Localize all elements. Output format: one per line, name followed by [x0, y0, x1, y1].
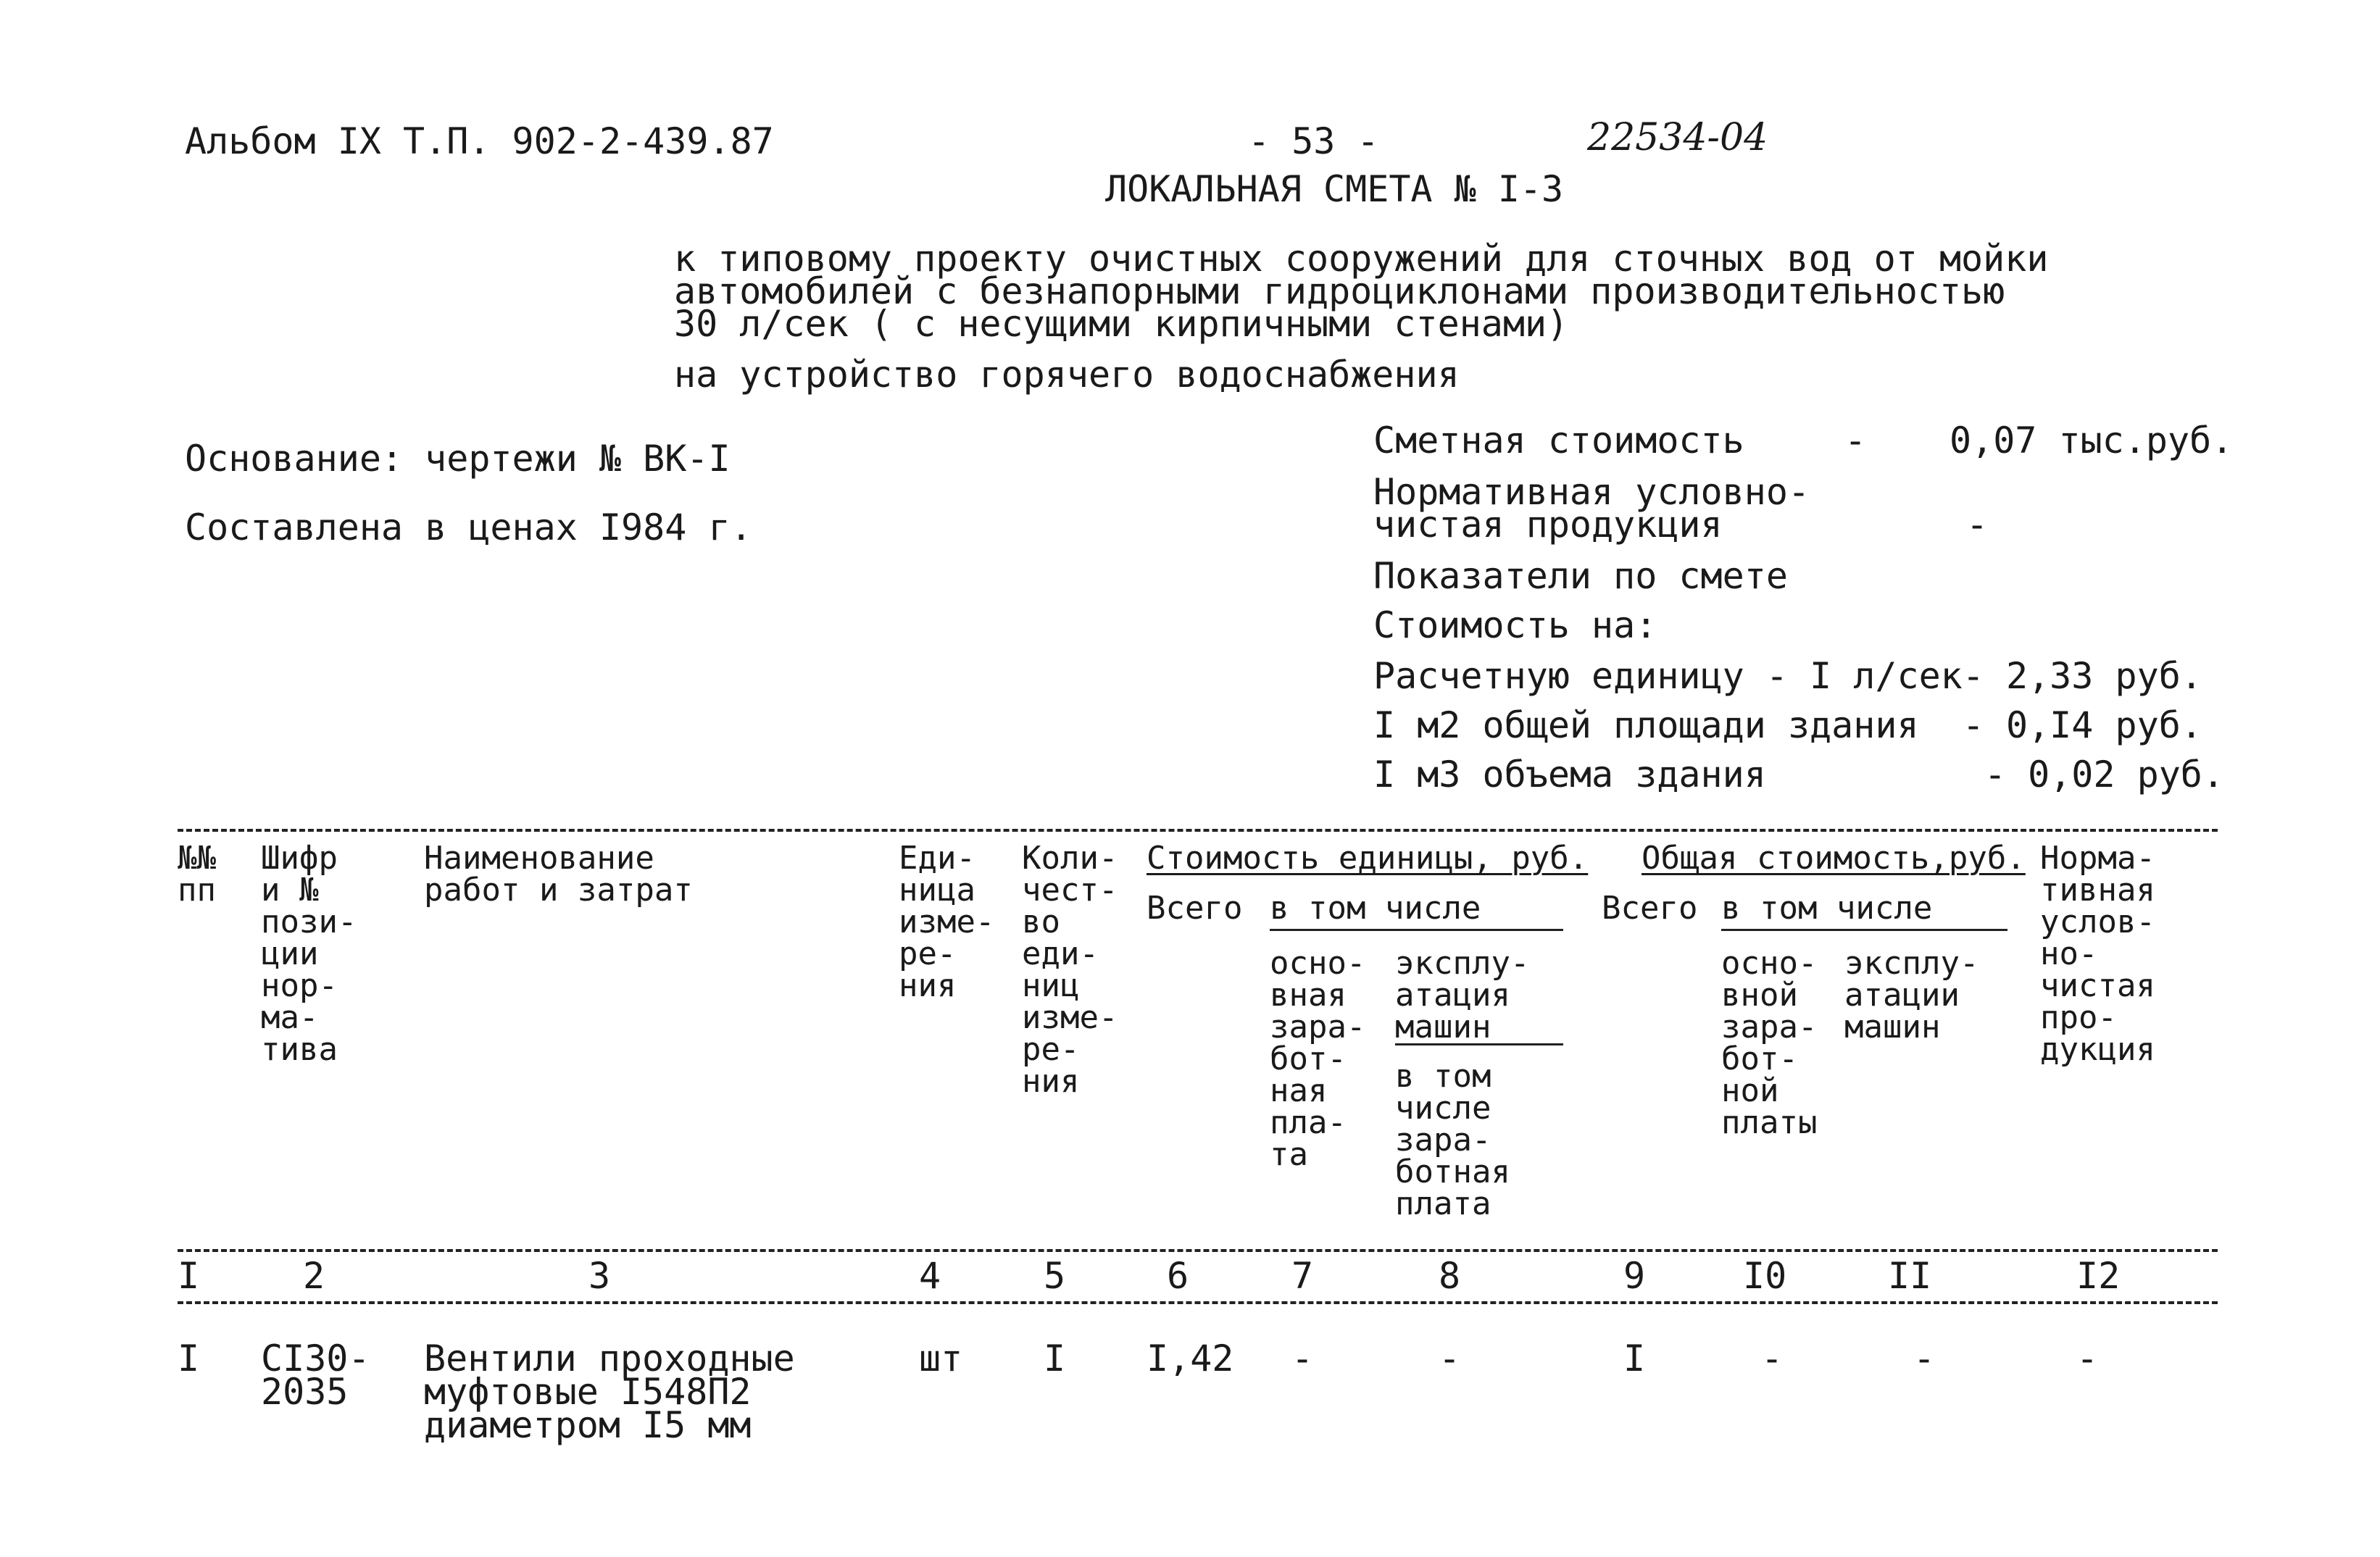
header-bottom-rule [178, 1249, 2218, 1252]
header-col-6: Всего [1147, 890, 1243, 927]
row-unit: шт [919, 1337, 963, 1379]
prices-text: Составлена в ценах I984 г. [185, 506, 752, 548]
header-col-2: Шифр и № пози- ции нор- ма- тива [261, 840, 357, 1068]
machines-rule [1395, 1043, 1563, 1045]
column-number: 8 [1439, 1255, 1461, 1297]
row-number: I [178, 1337, 200, 1379]
row-total-wage: - [1761, 1337, 1784, 1379]
area-indicator: I м2 общей площади здания - 0,I4 руб. [1373, 704, 2202, 746]
subtitle-line-3: 30 л/сек ( с несущими кирпичными стенами) [674, 303, 1569, 345]
subtitle-line-2: автомобилей с безнапорными гидроциклонами производительностью [674, 270, 2005, 312]
including-unit-rule [1270, 929, 1563, 931]
volume-indicator: I м3 объема здания - 0,02 руб. [1373, 754, 2224, 796]
row-total-machines: - [1913, 1337, 1936, 1379]
row-norm: - [2076, 1337, 2099, 1379]
header-col-4: Еди- ница изме- ре- ния [899, 840, 995, 1004]
column-number: 5 [1044, 1255, 1066, 1297]
page-number: - 53 - [1248, 120, 1379, 162]
row-unit-wage: - [1291, 1337, 1314, 1379]
subtitle-line-4: на устройство горячего водоснабжения [674, 354, 1460, 396]
column-number: I0 [1743, 1255, 1787, 1297]
header-col-9: Всего [1602, 890, 1698, 927]
including-total-rule [1721, 929, 2007, 931]
header-col-10: осно- вной зара- бот- ной платы [1721, 945, 1818, 1141]
norm-value: - [1966, 504, 1989, 546]
handwritten-code: 22534-04 [1587, 116, 1768, 159]
column-number: 2 [303, 1255, 325, 1297]
calc-unit-indicator: Расчетную единицу - I л/сек- 2,33 руб. [1373, 655, 2202, 697]
header-col-5: Коли- чест- во еди- ниц изме- ре- ния [1022, 840, 1118, 1100]
column-number: I [178, 1255, 200, 1297]
row-unit-total: I,42 [1147, 1337, 1234, 1379]
basis-text: Основание: чертежи № ВК-I [185, 438, 731, 480]
row-name: Вентили проходные муфтовые I548П2 диаметром I5 мм [424, 1337, 795, 1446]
row-unit-machines: - [1439, 1337, 1461, 1379]
header-col-12: Норма- тивная услов- но- чистая про- дукция [2040, 840, 2155, 1068]
cost-value: 0,07 тыс.руб. [1950, 419, 2234, 462]
subtitle-line-1: к типовому проекту очистных сооружений для сточных вод от мойки [674, 238, 2049, 280]
cost-dash: - [1844, 419, 1867, 462]
header-col-8-machines: эксплу- атация машин [1395, 945, 1530, 1045]
column-number: I2 [2076, 1255, 2121, 1297]
norm-label-2: чистая продукция [1373, 504, 1723, 546]
header-col-3: Наименование работ и затрат [424, 840, 693, 909]
header-col-7: осно- вная зара- бот- ная пла- та [1270, 945, 1366, 1173]
column-number: 4 [919, 1255, 941, 1297]
indicators-label: Показатели по смете [1373, 555, 1788, 597]
header-unit-cost: Стоимость единицы, руб. [1147, 840, 1589, 877]
album-reference: Альбом IX Т.П. 902-2-439.87 [185, 120, 774, 162]
cost-label: Сметная стоимость [1373, 419, 1744, 462]
header-col-11: эксплу- атации машин [1844, 945, 1979, 1045]
row-code: CI30- 2035 [261, 1337, 370, 1413]
column-number: 6 [1167, 1255, 1189, 1297]
header-including-unit: в том числе [1270, 890, 1481, 927]
header-col-8-wage: в том числе зара- ботная плата [1395, 1058, 1510, 1222]
header-col-1: №№ пп [178, 840, 216, 909]
header-including-total: в том числе [1721, 890, 1933, 927]
table-top-rule [178, 829, 2218, 832]
row-total: I [1623, 1337, 1646, 1379]
column-number: II [1888, 1255, 1932, 1297]
header-total-cost: Общая стоимость,руб. [1642, 840, 2026, 877]
cost-per-label: Стоимость на: [1373, 604, 1657, 646]
column-numbers-rule [178, 1301, 2218, 1304]
row-quantity: I [1044, 1337, 1066, 1379]
column-number: 7 [1291, 1255, 1314, 1297]
norm-label-1: Нормативная условно- [1373, 471, 1810, 513]
document-title: ЛОКАЛЬНАЯ СМЕТА № I-3 [1105, 168, 1564, 210]
column-number: 3 [588, 1255, 611, 1297]
column-number: 9 [1623, 1255, 1646, 1297]
